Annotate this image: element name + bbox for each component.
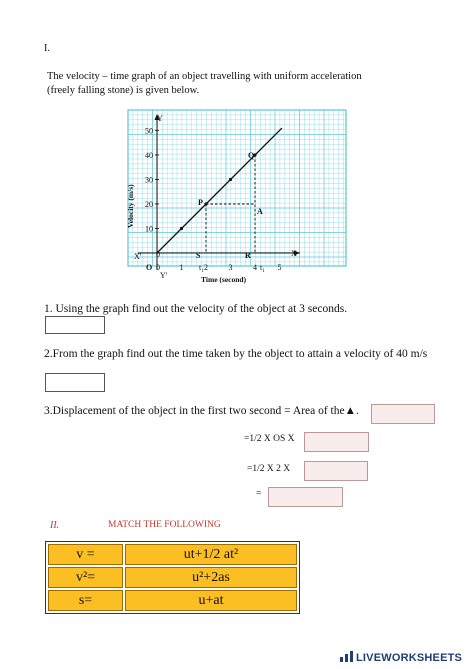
origin-label: O	[146, 263, 153, 272]
match-right-cell[interactable]: ut+1/2 at²	[125, 544, 297, 565]
liveworksheets-logo-icon	[340, 651, 353, 662]
y-prime-label: Y'	[160, 271, 168, 280]
point-label-q: Q	[248, 151, 255, 160]
t-label-2: $t_1$	[260, 263, 265, 274]
section-2-number: II.	[50, 520, 60, 531]
step-3-text: =	[256, 489, 262, 499]
section-number: I.	[44, 43, 50, 54]
x-prime-label: X'	[134, 252, 142, 261]
question-3: 3.Displacement of the object in the first two second = Area of the▲.	[44, 405, 359, 417]
x-tick-label: 5	[277, 263, 282, 272]
match-right-cell[interactable]: u+at	[125, 590, 297, 611]
y-tick-label: 10	[145, 224, 153, 234]
step-1-text: =1/2 X OS X	[244, 434, 295, 444]
answer-box-step-1[interactable]	[304, 432, 369, 452]
graph-point	[180, 227, 183, 230]
step-2-text: =1/2 X 2 X	[247, 464, 291, 474]
answer-box-step-2[interactable]	[304, 461, 368, 481]
x-axis-letter: X	[291, 249, 297, 258]
point-label-a: A	[257, 207, 263, 216]
t-label-1: $t_1$	[199, 263, 204, 274]
match-title: MATCH THE FOLLOWING	[108, 520, 221, 530]
y-axis-letter: Y	[157, 114, 163, 123]
match-left-cell[interactable]: v²=	[48, 567, 123, 588]
answer-box-1[interactable]	[45, 316, 105, 334]
zero-x-label: 0	[156, 263, 160, 272]
y-tick-label: 20	[145, 200, 153, 209]
graph-grid	[128, 110, 346, 266]
footer-brand-text: LIVEWORKSHEETS	[356, 652, 463, 664]
zero-y-label: 0	[156, 250, 160, 259]
x-tick-label: 4	[253, 263, 257, 272]
graph-point	[229, 178, 232, 181]
match-left-cell[interactable]: v =	[48, 544, 123, 565]
point-label-s: S	[196, 251, 201, 260]
match-row	[48, 590, 297, 611]
velocity-time-graph	[128, 110, 346, 288]
question-1: 1. Using the graph find out the velocity of the object at 3 seconds.	[44, 303, 348, 315]
x-tick-label: 3	[228, 263, 233, 272]
y-tick-label: 40	[145, 151, 153, 160]
point-label-r: R	[245, 251, 251, 260]
x-tick-label: 2	[204, 263, 208, 272]
match-left-cell[interactable]: s=	[48, 590, 123, 611]
y-axis-label: Velocity (m/s)	[126, 184, 135, 228]
answer-box-2[interactable]	[45, 373, 105, 392]
graph-point	[204, 202, 207, 205]
match-row	[48, 567, 297, 588]
x-axis-label: Time (second)	[201, 275, 247, 284]
match-row	[48, 544, 297, 565]
y-tick-label: 50	[145, 126, 153, 136]
y-tick-label: 30	[145, 175, 153, 185]
match-table	[45, 541, 300, 614]
footer-brand	[340, 651, 462, 664]
answer-box-triangle[interactable]	[371, 404, 435, 424]
intro-text: The velocity – time graph of an object travelling with uniform acceleration (freely falling stone) is given below.	[47, 71, 362, 96]
x-tick-label: 1	[179, 263, 184, 272]
question-2: 2.From the graph find out the time taken by the object to attain a velocity of 40 m/s	[44, 348, 428, 360]
point-label-p: P	[198, 198, 203, 207]
match-right-cell[interactable]: u²+2as	[125, 567, 297, 588]
answer-box-step-3[interactable]	[268, 487, 343, 507]
